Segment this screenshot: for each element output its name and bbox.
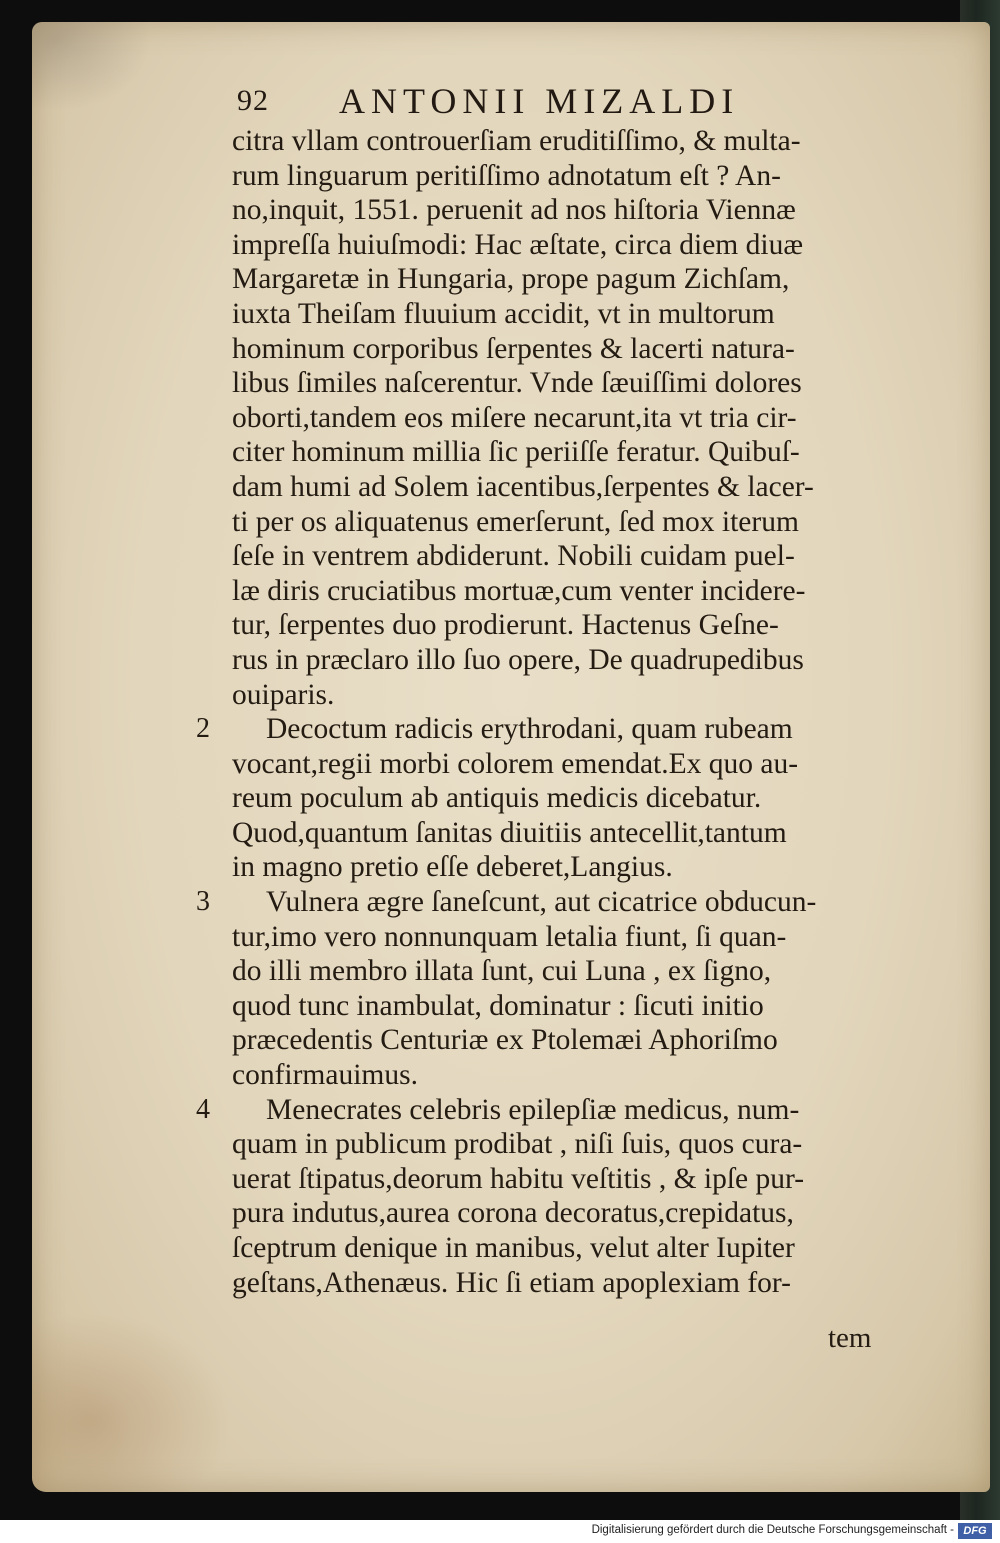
text-line: citer hominum millia ſic periiſſe feratur. Quibuſ- — [232, 436, 800, 469]
text-line: ſceptrum denique in manibus, velut alter Iupiter — [232, 1232, 795, 1264]
item-number: 3 — [196, 886, 210, 918]
text-line: ouiparis. — [232, 678, 335, 711]
text-line: præcedentis Centuriæ ex Ptolemæi Aphoriſmo — [232, 1024, 778, 1057]
text-line: rum linguarum peritiſſimo adnotatum eſt ? An- — [232, 159, 781, 192]
text-line: do illi membro illata ſunt, cui Luna , ex ſigno, — [232, 955, 772, 988]
text-line: hominum corporibus ſerpentes & lacerti natura- — [232, 332, 795, 365]
text-line: tur, ſerpentes duo prodierunt. Hactenus Geſne- — [232, 609, 779, 642]
text-line: tur,imo vero nonnunquam letalia fiunt, ſi quan- — [232, 920, 787, 953]
text-line: quod tunc inambulat, dominatur : ſicuti initio — [232, 989, 764, 1022]
text-line: uerat ſtipatus,deorum habitu veſtitis , & ipſe pur- — [232, 1162, 805, 1195]
text-line: dam humi ad Solem iacentibus,ſerpentes & lacer- — [232, 470, 814, 503]
text-line: reum poculum ab antiquis medicis dicebatur. — [232, 782, 762, 815]
text-line: Margaretæ in Hungaria, prope pagum Zichſam, — [232, 263, 790, 296]
item-number: 4 — [196, 1093, 210, 1125]
numbered-item-3 — [196, 885, 932, 1093]
text-line: læ diris cruciatibus mortuæ,cum venter incidere- — [232, 574, 806, 607]
text-line: confirmauimus. — [232, 1059, 418, 1092]
text-line: pura indutus,aurea corona decoratus,crepidatus, — [232, 1197, 794, 1230]
text-line: rus in præclaro illo ſuo opere, De quadrupedibus — [232, 643, 804, 676]
funding-credit: Digitalisierung gefördert durch die Deutsche Forschungsgemeinschaft - — [591, 1524, 954, 1536]
running-title: ANTONII MIZALDI — [339, 81, 740, 121]
text-line: Decoctum radicis erythrodani, quam rubeam — [266, 713, 793, 746]
text-line: Quod,quantum ſanitas diuitiis antecellit,tantum — [232, 816, 787, 849]
body-text — [196, 124, 932, 1300]
text-line: citra vllam controuerſiam eruditiſſimo, & multa- — [232, 125, 801, 157]
numbered-item-2 — [196, 712, 932, 885]
numbered-item-4 — [196, 1093, 932, 1301]
text-line: Menecrates celebris epilepſiæ medicus, num- — [266, 1093, 800, 1126]
dfg-logo-icon: DFG — [958, 1523, 992, 1539]
text-line: oborti,tandem eos miſere necarunt,ita vt tria cir- — [232, 401, 797, 434]
book-page — [32, 22, 990, 1492]
page-stain — [32, 1312, 232, 1492]
text-line: ſeſe in ventrem abdiderunt. Nobili cuidam puel- — [232, 540, 795, 573]
page-number: 92 — [237, 84, 269, 117]
text-line: libus ſimiles naſcerentur. Vnde ſæuiſſimi dolores — [232, 367, 802, 400]
text-line: vocant,regii morbi colorem emendat.Ex quo au- — [232, 747, 799, 780]
catchword: tem — [828, 1322, 872, 1354]
text-line: impreſſa huiuſmodi: Hac æſtate, circa diem diuæ — [232, 228, 804, 261]
text-line: quam in publicum prodibat , niſi ſuis, quos cura- — [232, 1128, 803, 1161]
text-line: no,inquit, 1551. peruenit ad nos hiſtoria Viennæ — [232, 194, 796, 227]
text-line: Vulnera ægre ſaneſcunt, aut cicatrice obducun- — [266, 886, 817, 919]
text-line: in magno pretio eſſe deberet,Langius. — [232, 851, 673, 884]
text-line: ti per os aliquatenus emerſerunt, ſed mox iterum — [232, 505, 799, 538]
text-line: geſtans,Athenæus. Hic ſi etiam apoplexiam for- — [232, 1266, 791, 1299]
page-stain — [32, 22, 152, 112]
item-number: 2 — [196, 713, 210, 745]
text-line: iuxta Theiſam fluuium accidit, vt in multorum — [232, 297, 775, 330]
digitization-footer — [0, 1520, 1000, 1543]
